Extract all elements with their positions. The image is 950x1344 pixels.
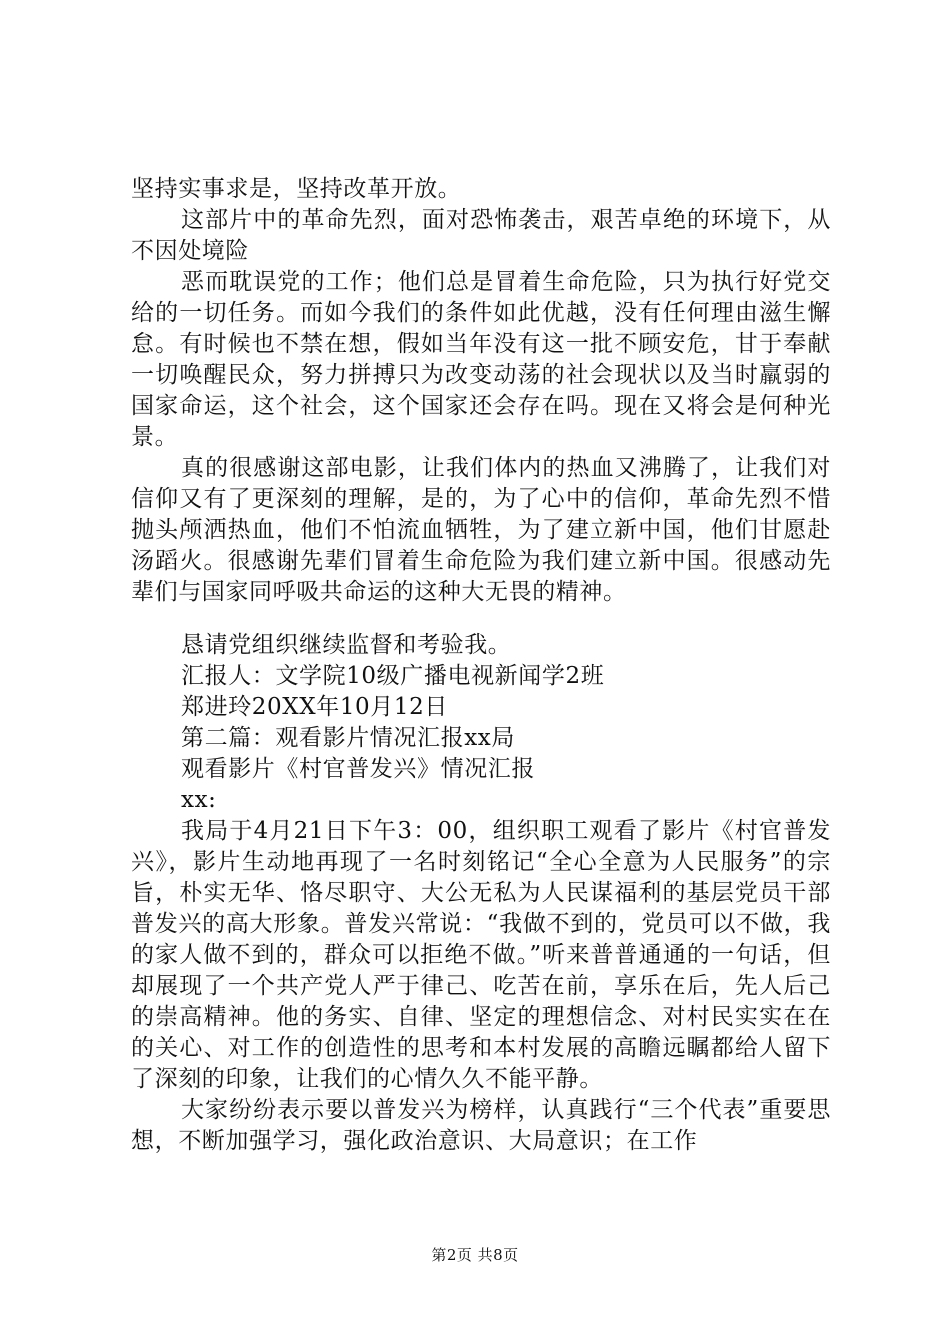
- paragraph: 真的很感谢这部电影，让我们体内的热血又沸腾了，让我们对信仰又有了更深刻的理解，是的，为了心中的信仰，革命先烈不惜抛头颅洒热血，他们不怕流血牺牲，为了建立新中国，他们甘愿赴汤蹈火。很感谢先辈们冒着生命危险为我们建立新中国。很感动先辈们与国家同呼吸共命运的这种大无畏的精神。: [131, 455, 831, 605]
- paragraph: 我局于4月21日下午3：00，组织职工观看了影片《村官普发兴》，影片生动地再现了一名时刻铭记“全心全意为人民服务”的宗旨，朴实无华、恪尽职守、大公无私为人民谋福利的基层党员干部普发兴的高大形象。普发兴常说：“我做不到的，党员可以不做，我的家人做不到的，群众可以拒绝不做。”听来普普通通的一句话，但却展现了一个共产党人严于律己、吃苦在前，享乐在后，先人后己的崇高精神。他的务实、自律、坚定的理想信念、对村民实实在在的关心、对工作的创造性的思考和本村发展的高瞻远瞩都给人留下了深刻的印象，让我们的心情久久不能平静。: [131, 818, 831, 1092]
- paragraph-continuation: 坚持实事求是，坚持改革开放。: [131, 176, 462, 202]
- salutation: xx:: [181, 787, 217, 813]
- paragraph: 大家纷纷表示要以普发兴为榜样，认真践行“三个代表”重要思想，不断加强学习，强化政治意识、大局意识；在工作: [131, 1097, 831, 1154]
- closing-request: 恳请党组织继续监督和考验我。: [181, 632, 512, 658]
- reporter-line: 汇报人：文学院10级广播电视新闻学2班: [181, 663, 605, 689]
- section-heading: 第二篇：观看影片情况汇报xx局: [181, 725, 515, 751]
- paragraph: 这部片中的革命先烈，面对恐怖袭击，艰苦卓绝的环境下，从不因处境险: [131, 207, 831, 264]
- paragraph: 恶而耽误党的工作；他们总是冒着生命危险，只为执行好党交给的一切任务。而如今我们的条件如此优越，没有任何理由滋生懈怠。有时候也不禁在想，假如当年没有这一批不顾安危，甘于奉献一切唤醒民众，努力拼搏只为改变动荡的社会现状以及当时羸弱的国家命运，这个社会，这个国家还会存在吗。现在又将会是何种光景。: [131, 269, 831, 450]
- document-body: [131, 174, 831, 1157]
- report-title: 观看影片《村官普发兴》情况汇报: [181, 756, 535, 782]
- signature-date: 郑进玲20XX年10月12日: [181, 694, 448, 720]
- page-number-footer: 第2页 共8页: [431, 1246, 519, 1264]
- paragraph-gap: [131, 608, 831, 630]
